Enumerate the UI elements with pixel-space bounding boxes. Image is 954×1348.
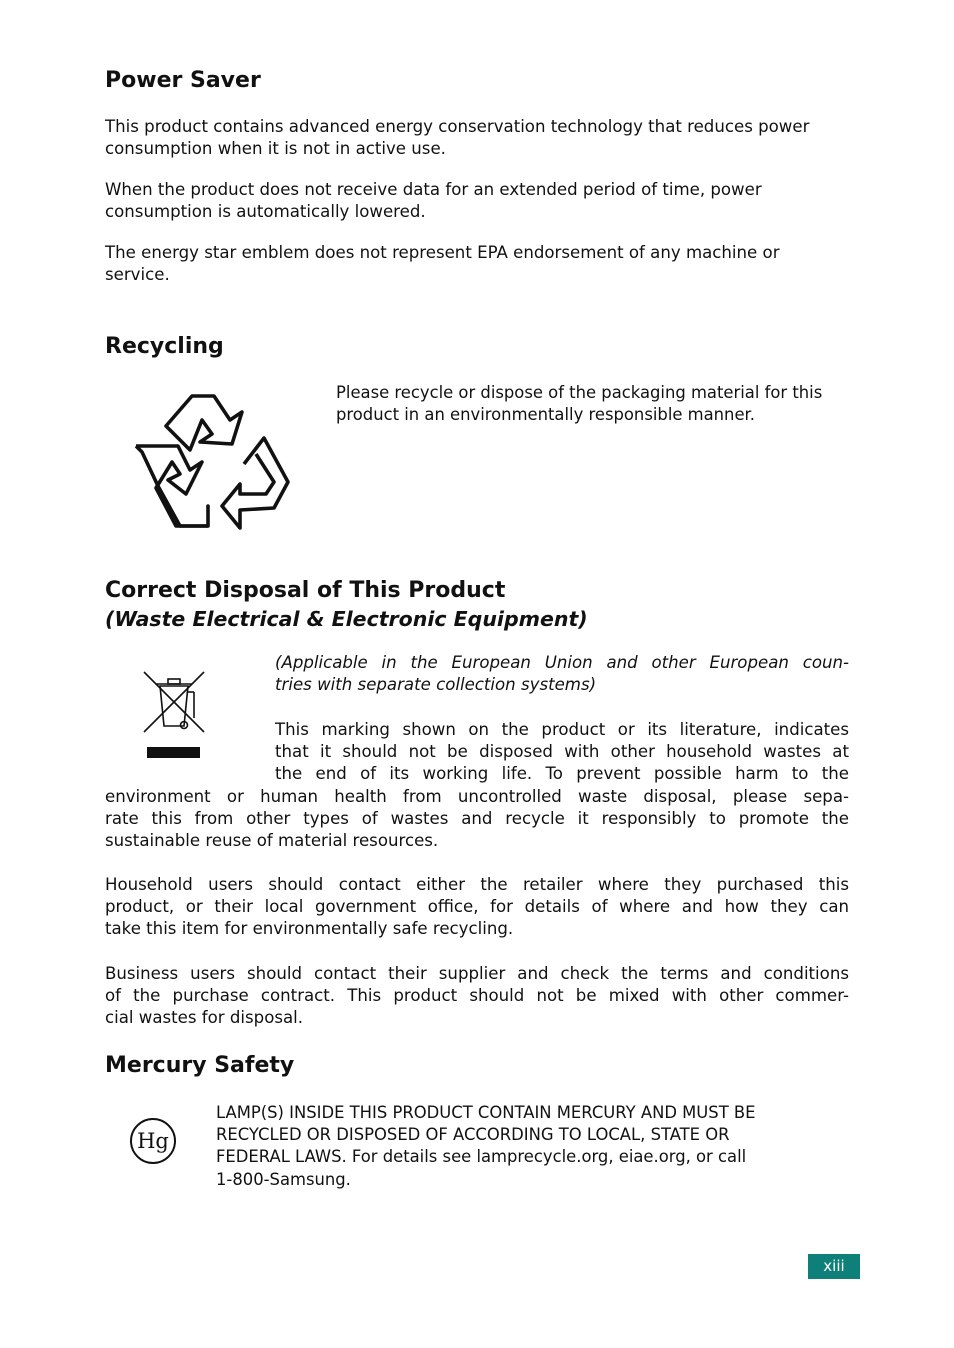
disposal-marking-text-top: This marking shown on the product or its literature, indicates that it should not be disposed with other household wastes at the end of its working life. To prevent possible harm to the xyxy=(275,720,849,784)
disposal-business-text: Business users should contact their supplier and check the terms and conditions of the purchase contract. This product should not be mixed with other commer- cial wastes for disposal. xyxy=(105,964,849,1028)
recycling-heading: Recycling xyxy=(105,334,224,359)
power-saver-paragraph-1: This product contains advanced energy conservation technology that reduces power consumption when it is not in active use. xyxy=(105,117,810,159)
recycle-icon xyxy=(128,390,296,556)
disposal-marking-text-bottom: environment or human health from uncontrolled waste disposal, please sepa- rate this from other types of wastes and recycle it responsibly to promote the sustainable reuse of material resources. xyxy=(105,787,849,851)
mercury-text: LAMP(S) INSIDE THIS PRODUCT CONTAIN MERCURY AND MUST BE RECYCLED OR DISPOSED OF ACCORDING TO LOCAL, STATE OR FEDERAL LAWS. For details see lamprecycle.org, eiae.org, or call 1-800-Samsung. xyxy=(216,1103,756,1189)
mercury-hg-icon xyxy=(128,1116,178,1166)
power-saver-heading: Power Saver xyxy=(105,68,261,93)
disposal-applicable-note: (Applicable in the European Union and other European coun- tries with separate collection systems) xyxy=(275,653,849,695)
disposal-subheading: (Waste Electrical & Electronic Equipment) xyxy=(105,607,588,631)
power-saver-paragraph-2: When the product does not receive data for an extended period of time, power consumption is automatically lowered. xyxy=(105,180,762,222)
recycling-text: Please recycle or dispose of the packaging material for this product in an environmentally responsible manner. xyxy=(336,383,823,425)
mercury-heading: Mercury Safety xyxy=(105,1053,295,1078)
mercury-icon-label: Hg xyxy=(137,1129,169,1153)
page-number-tab: xiii xyxy=(808,1254,860,1279)
crossed-out-wheelie-bin-icon xyxy=(138,668,210,762)
disposal-heading: Correct Disposal of This Product xyxy=(105,578,506,603)
power-saver-paragraph-3: The energy star emblem does not represent EPA endorsement of any machine or service. xyxy=(105,243,780,285)
disposal-household-text: Household users should contact either the retailer where they purchased this product, or their local government office, for details of where and how they can take this item for environmentally safe recycling. xyxy=(105,875,849,939)
